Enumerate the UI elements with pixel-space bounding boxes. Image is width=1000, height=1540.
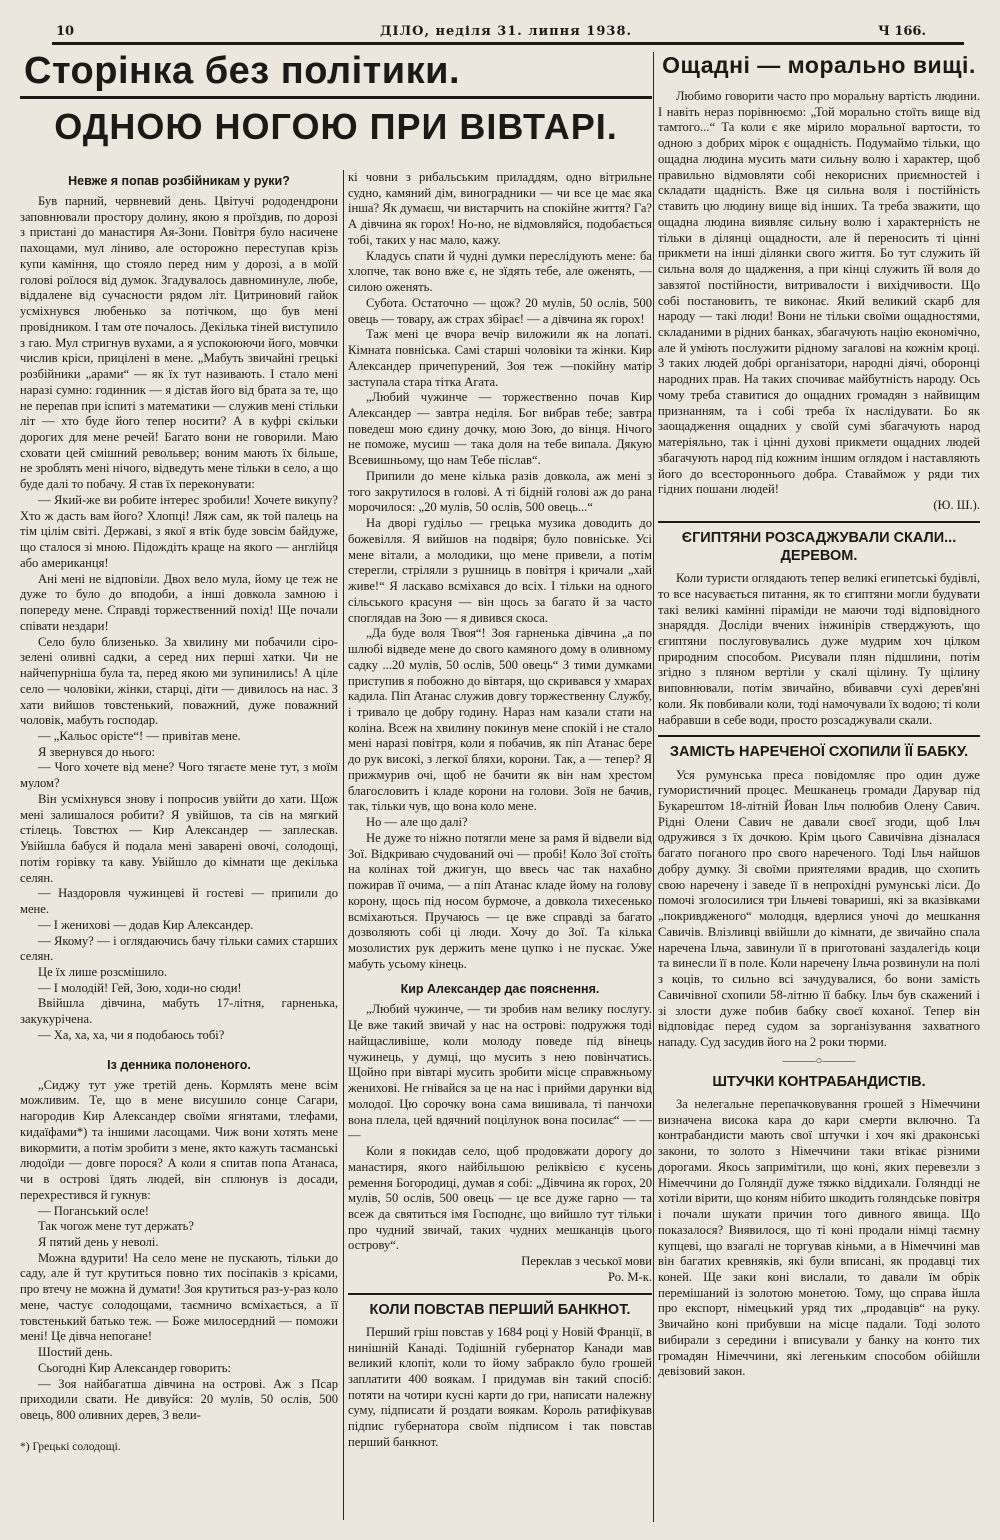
paragraph: Кладусь спати й чудні думки переслідують мене: ба хлопче, так воно вже є, не зїдять тебе, але оженять, — силою оженять. [348, 248, 652, 295]
footnote: *) Грецькі солодощі. [20, 1440, 121, 1453]
separator [658, 735, 980, 737]
paragraph: Був парний, червневий день. Цвітучі рододендрони заповнювали простору долину, якою я проїздив, по дорозі з пристані до манастиря Ая-Зони. Повітря було насичене пахощами, мул ліниво, але осторожно переступав крізь купи каміння, що стояло перед ним у дорозі, а в моїй голові роїлося від думок. Згадувалось давноминуле, любе, віддалене від сучасности рядом літ. Цитриновий гайок усміхнувся любенько за потічком, що був мені провідником. І там оте почалось. Декілька тіней виступило з гаю. Мул стригнув вухами, а я успокоюючи його, мовчки числив кріси, прицілені в мене. „Мабуть звичайні грецькі розбійники „арами“ — як їх тут називають. І стало мені наразі сумно: годинник — я дістав його від брата за те, що не перепав при іспиті з математики — служив мені стільки літ — хто буде його тепер носити? А в куфрі скільки дорогих для мене речей! Багато вони не говорили. Маю сховати цей смішний револьвер; воним мають їх більше, не зроблять мені нічого, відведуть мене тільки в село, а що буде далі то побачу. Я став їх переконувати: [20, 194, 338, 492]
paragraph: Я звернувся до нього: [38, 744, 156, 759]
paragraph: — „Кальос орісте“! — привітав мене. [38, 728, 241, 743]
paragraph: Любимо говорити часто про моральну вартість людини. І навіть нераз порівнюємо: „Той морально стоїть вище від тамтого...“ Та коли є яке мірило моральної вартости, то одною з добрих мірок є ощадність. Подумаймо тільки, що ощадна людина мусить мати сильну волю і характер, щоб правильно відмовляти собі некорисних приємностей і складати щадність. Вже ця сильна воля і постійність ставить цю людину вище від інших. Та треба зважити, що ощадна людина виявляє сильну волю і характерність не тільки в ділянці ощадности, але й переносить ті цінні прикмети на інші ділянки свого життя. Бо тут служить їй сильна воля до щадження, а при кінці служить їй воля до завзятої постійности, витривалости і вихідчивости. Що собі постановить, те виконає. Який великий скарб для народу — такі люди! Вони не тільки своїми ощадностями, складаними в рідних банках, збагачують націю економічно, але й уміють послужити рідному загалові на кожнім кроці. З таких людей добрі організатори, народні діячі, оборонці народних прав. На таких спочиває майбутність народу. Ось чому треба ставитися до ощадних громадян з найвищим признанням, та і собі треба їх наслідувати. Бо як заощадження ощадних у своїй сумі збагачують народ матеріяльно, так і цінні духові прикмети ощадних людей збагачують народ під кожним іншим оглядом і наставляють його до всестороннього добра. Ставаймож у ряди тих гідних пошани людей! [658, 89, 980, 497]
diary-subhead: Із денника полоненого. [107, 1057, 251, 1072]
paragraph: Субота. Остаточно — щож? 20 мулів, 50 ослів, 500 овець — товару, аж страх збірає! — а дівчина як горох! [348, 295, 652, 326]
separator [348, 1293, 652, 1295]
paragraph: На дворі гудільо — грецька музика доводить до божевілля. Я вийшов на подвіря; було повніське. Усі мене вітали, а молодики, що мене привели, а потім стерегли, стріляли з рушниць в повітря і кричали „хай живе!“ Я ласкаво всміхався до всіх. І тільки на одного сільського красуня — він щось за багато й за часто споглядав на Зою — я дивився скоса. [348, 516, 652, 625]
paragraph: кі човни з рибальським приладдям, одно вітрильне судно, камяний дім, виноградники — чи все це має яка інша? Як думаєш, чи вистарчить на спокійне життя? Га? А дівчина як горох! Но-но, не відмовляйся, подобається тобі, таких у нас мало, кажу. [348, 170, 652, 247]
paragraph: — Наздоровля чужинцеві й гостеві — припили до мене. [20, 886, 338, 917]
smugglers-headline: ШТУЧКИ КОНТРАБАНДИСТІВ. [712, 1073, 926, 1090]
column-rule [343, 170, 344, 1520]
paragraph: „Да буде воля Твоя“! Зоя гарненька дівчина „а по шлюбі відведе мене до свого камяного дому в оливному садку ...20 мулів, 50 ослів, 500 овець“ З тими думками приступив я побожно до вівтаря, що скривався у хмарах кадила. Піп Атанас служив довгу торжественну Службу, і тривало це добру годину. Нараз нам казали стати на коліна. Всеж на хвилину покинув мене спокій і не стало мені наразі повітря, коли я побачив, як піп Атанас бере до рук високі, з легкої бляхи, корони. Так, а — тепер? Я прижмурив очі, щоб не бачити як він нам хрестом благословить і кладе корони на голови. Зоїя не бачив, так, тільки чув, що вона коло мене. [348, 626, 652, 814]
paragraph: За нелегальне перепачковування грошей з Німеччини визначена висока кара до кари смерти включно. Та контрабандисти мають свої штучки і хоч які драконські закони, то золото з Німеччини таки втікає різними дорогами. Якось запримітили, що коні, яких перевезли з Німеччини до Голяндії дуже тяжко віддихали. Голяндці не хотіли вірити, що коням нібито шкодить голяндське повітря і почали шукати причин того дивного явища. Що показалося? Виявилося, що ті коні продали німці таємну купцеві, що взагалі не торгував кіньми, а в Німеччині мав він багатих кревняків, які були вписані, як продавці тих коней. Ще заки коні вислали, то давали їм обрік перемішаний із золотою монетою. Тому, що справа йшла про експорт, німецький уряд тих „продавців“ на руку. Звичайно коні прибувши на місце падали. Тоді золото вибирали з середини і вписували у банку на конто тих громадян Німеччини, які легеньким способом обійшли девізовий закон. [658, 1096, 980, 1379]
issue-number: Ч 166. [877, 24, 926, 39]
savers-headline: Ощадні — морально вищі. [662, 52, 976, 78]
paragraph: Це їх лише розсмішило. [38, 964, 168, 979]
section-rule [20, 96, 652, 99]
section-title: Сторінка без політики. [24, 50, 461, 92]
translator-note: Переклав з чеської мови [521, 1254, 652, 1269]
story-signature: Ро. М-к. [608, 1269, 652, 1284]
paragraph: Припили до мене кілька разів довкола, аж мені з того закрутилося в голові. А ті бідній голові аж до рана морочилося: „20 мулів, 50 ослів, 500 овець...“ [348, 468, 652, 515]
paragraph: Сьогодні Кир Александер говорить: [38, 1360, 231, 1375]
main-story-area [20, 48, 652, 1523]
paragraph: — Зоя найбагатша дівчина на острові. Аж з Псар приходили свати. Не дивуйся: 20 мулів, 50 ослів, 500 овець, 800 оливних дерев, 3 вели- [20, 1376, 338, 1423]
paragraph: Но — але що далі? [366, 815, 468, 830]
paragraph: — Якому? — і оглядаючись бачу тільки самих старших селян. [20, 933, 338, 964]
paragraph: Ввійшла дівчина, мабуть 17-літня, гарненька, закукурічена. [20, 996, 338, 1027]
paragraph: Можна вдурити! На село мене не пускають, тільки до саду, але й тут крутиться повно тих посіпаків з крісами, про втечу не можна й думати! Зоя крутиться раз-у-раз коло мене, частує солодощами, таємничо всміхається, а її товстенький батько теж. — Боже милосердний — поможи мені! Це дівча непогане! [20, 1250, 338, 1344]
paragraph: Таж мені це вчора вечір виложили як на лопаті. Кімната повніська. Самі старші чоловіки та жінки. Кир Александер причепурений, Зоя теж —покійну матір заступала стара тітка Агата. [348, 327, 652, 389]
explanation-subhead: Кир Александер дає пояснення. [400, 982, 600, 997]
paragraph: Шостий день. [38, 1345, 113, 1360]
story-column-2 [348, 170, 652, 1451]
story-headline: ОДНОЮ НОГОЮ ПРИ ВІВТАРІ. [54, 106, 618, 147]
egypt-headline: ЄГИПТЯНИ РОЗСАДЖУВАЛИ СКАЛИ... ДЕРЕВОМ. [681, 529, 957, 564]
paragraph: „Сиджу тут уже третій день. Кормлять мене всім можливим. Те, що в мене висушило сонце Сагари, нагородив Кир Александер своїми ягнятами, тлефами, кидаїфами*) та іншими ласощами. Чиж вони хотять мене викормити, а потім зробити з мене, якто кажуть тасманські людоїди — довге порося? А коли я спитав попа Атанаса, чи в острові їдять людей, він сплюнув із досади, перехрестився й гукнув: [20, 1077, 338, 1202]
paragraph: — Поганський осле! [38, 1203, 149, 1218]
paragraph: — Ха, ха, ха, чи я подобаюсь тобі? [38, 1027, 225, 1042]
paragraph: „Любий чужинче — торжественно почав Кир Александер — завтра неділя. Бог вибрав тебе; завтра поведеш мою єдину дочку, мою Зою, до вінця. Нічого не поможе, мусиш — така доля на тебе випала. Дякую Всевишньому, що нам Тебе післав“. [348, 390, 652, 468]
paragraph: — Який-же ви робите інтерес зробили! Хочете викупу? Хто ж дасть вам його? Хлопці! Ляж сам, як той палець на тім цілім світі. Державі, з якої я втік буде зовсім байдуже, що сталося зі мною. Підождіть краще на якого — англійця або американця! [20, 492, 338, 570]
paragraph: Він усміхнувся знову і попросив увійти до хати. Щож мені залишалося робити? Я увійшов, та сів на мягкий стілець. Товстюх — Кир Александер — заплескав. Увійшла бабуся й подала мені заварені овочі, солодощі, потім горівку та каву. Увійшло до кімнати ще декілька селян. [20, 791, 338, 885]
page-number: 10 [56, 24, 75, 39]
paragraph: Я пятий день у неволі. [38, 1235, 159, 1249]
paragraph: Село було близенько. За хвилину ми побачили сіро-зелені оливні садки, а серед них перші хатки. Чи не найчепурніша була та, перед якою ми зупинились! А ціле село — чоловіки, жінки, старці, діти — дивилось на нас. З хати вийшов товстенький, поважний, дуже поважний чоловік, мабуть господар. [20, 634, 338, 728]
paragraph: — Чого хочете від мене? Чого тягаєте мене тут, з моїм мулом? [20, 760, 338, 791]
ornament-separator: ———○——— [782, 1054, 856, 1067]
bride-headline: ЗАМІСТЬ НАРЕЧЕНОЇ СХОПИЛИ ЇЇ БАБКУ. [669, 744, 969, 761]
story-column-1 [20, 170, 338, 1454]
savers-signature: (Ю. Ш.). [933, 498, 980, 513]
separator [658, 521, 980, 523]
page-header [52, 22, 964, 45]
paragraph: „Любий чужинче, — ти зробив нам велику послугу. Це вже такий звичай у нас на острові: подружжя тоді найщасливіше, коли молоду поведе під вінець чужинець, у думці, що мусить з нею повінчатись. Щойно при вівтарі мусить зробити місце справжньому женихові. Не гнівайся за це на нас і прийми дарунки від молодої. Цю сорочку вона сама вишивала, ті панчохи вона плела, цей вдячний поцілунок вона посилає“ — — — [348, 1002, 652, 1143]
masthead-line: ДІЛО, неділя 31. липня 1938. [380, 24, 633, 39]
paragraph: Уся румунська преса повідомляє про один дуже гумористичний процес. Мешканець громади Дарувар під Букарештом 18-літній Йован Ільч полюбив Олену Савич. Рідні Олени Савич не давали своєї згоди, щоб Ільч одружився з їх дочкою. Крім цього Савичівна дізналася багато поганого про свого нареченого. Тоді Ільч найшов добру думку. Зі своїми приятелями врадив, що схопить свою наречену і заведе її в непрохідні румунські ліси. До помочі зголосилися три Ільчеві товариші, які за вказівками „покривдженого“ молодця, вдерлися уночі до мешкання Савичів. Влізливці ввійшли до кімнати, де звичайно спала наречена Ільча, завинули її в приготовані заздалегідь коци та винесли її в поле. Коли наречену Ільча розвинули на полі з коців, то сильно всі зачудувалися, бо вони замість Савичівної схопили 58-літню її бабку. Ільч був скажений і зі злости дуже побив бабку своєї коханої. Тепер він відповідає перед судом за зорганізування захватного нападу. Суд засудив його на 2 роки тюрми. [658, 767, 980, 1050]
paragraph: Коли туристи оглядають тепер великі египетські будівлі, то все насувається питання, як то єгиптяни могли будувати такі великі камінні піраміди не маючи тоді відповідного знаряддя. Досліди вчених інжинірів стверджують, що єгиптяни послуговувались дуже мудрим хоч цілком природним способом. Рисували плян підшлини, потім згідно з пляном вертіли у скалі щілину. Ту щілину виповнювали, потім звичайно, вбивавчи сухі дерев'яні коли. Як повбивали коли, тоді намочували їх водою; ті коли набравши в себе води, просто розсаджували скали. [658, 571, 980, 727]
paragraph: Не дуже то ніжно потягли мене за рамя й відвели від Зої. Відкриваю счудований очі — пробі! Коло Зої стоїть на колінах той джигун, що ввесь час так нахабно пожирав її очима, — а піп Атанас кладе йому на голову корону, щось під носом бурмоче, а довкола тихесенько всміхаються. Пручаюсь — це вже справді за багато дозволяють собі ці люди. Хочу до Зої. Та кілька мозолистих рук держить мене цупко і не пускає. Уже мабуть усьому кінець. [348, 830, 652, 971]
paragraph: — І молодій! Гей, Зою, ходи-но сюди! [38, 980, 242, 995]
paragraph: Так чогож мене тут держать? [38, 1219, 194, 1234]
paragraph: Ані мені не відповіли. Двох вело мула, йому це теж не дуже то було до вподоби, а інші довкола замною і попереду мене. Справді торжественний похід! Ще почали співати нездари! [20, 571, 338, 633]
paragraph: Коли я покидав село, щоб продовжати дорогу до манастиря, якого найбільшою реліквією є кусень ремення Богородиці, думав я собі: „Дівчина як горох, 20 мулів, 50 ослів, 500 овець — це все дуже гарно — та всеж да святиться імя Господнє, що вийшло тут тільки про чудний звичай, таких чудних мешканців цього острову“. [348, 1144, 652, 1253]
paragraph: — І женихові — додав Кир Александер. [38, 917, 254, 932]
right-column [658, 48, 980, 1523]
column-rule [653, 52, 654, 1522]
paragraph: Перший гріш повстав у 1684 році у Новій Франції, в нинішній Канаді. Тодішній губернатор Канади мав великий клопіт, коли то йому забракло було грошей заплатити 400 воякам. І придумав він такий спосіб: потяти на чотири куснi карти до гри, написати належну суму, підписати й роздати воякам. Король ратифікував підпис губернатора своїм підписом і так повстав перший банкнот. [348, 1324, 652, 1449]
story-subhead: Невже я попав розбійникам у руки? [68, 174, 290, 188]
banknote-headline: КОЛИ ПОВСТАВ ПЕРШИЙ БАНКНОТ. [369, 1301, 631, 1318]
